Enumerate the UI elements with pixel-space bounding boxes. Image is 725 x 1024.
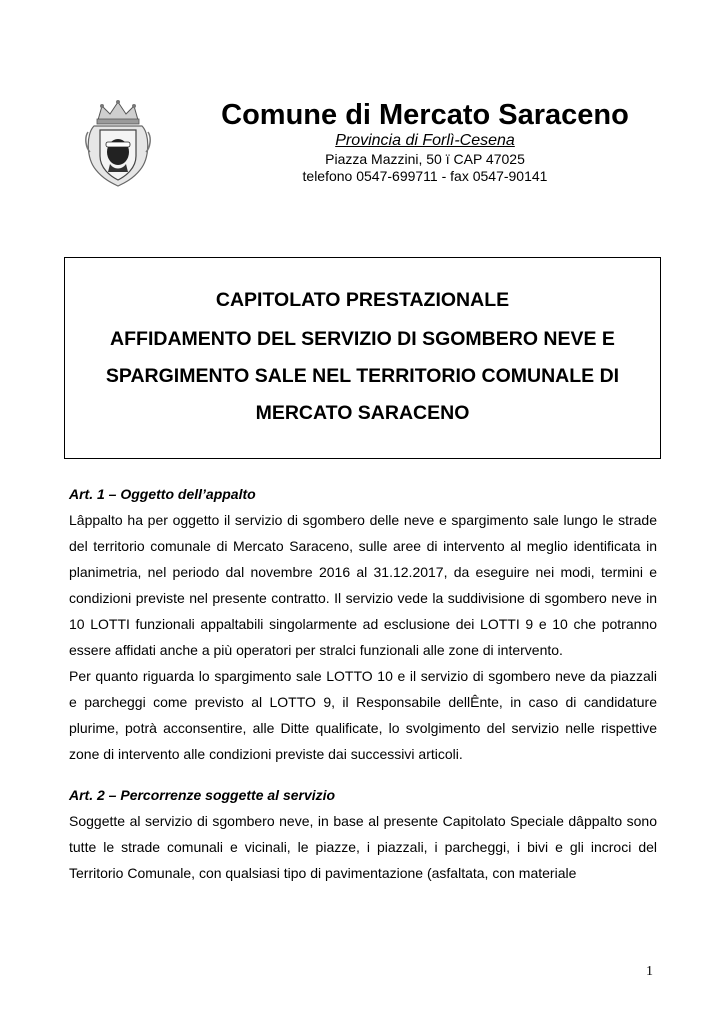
phone-line: telefono 0547-699711 - fax 0547-90141 — [302, 168, 548, 184]
municipality-title: Comune di Mercato Saraceno — [221, 99, 629, 131]
article-1-heading: Art. 1 – Oggetto dell’appalto — [69, 486, 256, 502]
title-line-3: SPARGIMENTO SALE NEL TERRITORIO COMUNALE DI — [105, 365, 620, 387]
title-line-1: CAPITOLATO PRESTAZIONALE — [215, 289, 510, 311]
title-line-2: AFFIDAMENTO DEL SERVIZIO DI SGOMBERO NEVE E — [110, 328, 615, 350]
document-title-box — [64, 257, 661, 459]
address-line: Piazza Mazzini, 50 ï CAP 47025 — [325, 151, 525, 167]
title-line-4: MERCATO SARACENO — [255, 402, 470, 424]
document-header — [0, 0, 725, 200]
province-name: Provincia di Forlì-Cesena — [335, 132, 515, 149]
article-2-paragraph-1: Soggette al servizio di sgombero neve, in base al presente Capitolato Speciale dâppalto sono tutte le strade comunali e vicinali, le piazze, i piazzali, i parcheggi, i bivi e gli incroci del Territorio Comunale, con qualsiasi tipo di pavimentazione (asfaltata, con materiale — [69, 813, 657, 881]
municipal-crest-icon — [84, 98, 152, 188]
article-1-paragraph-1: Lâppalto ha per oggetto il servizio di sgombero delle neve e spargimento sale lungo le strade del territorio comunale di Mercato Saraceno, sulle aree di intervento al meglio identificata in planimetria, nel periodo dal novembre 2016 al 31.12.2017, da eseguire nei modi, termini e condizioni previste nel presente contratto. Il servizio vede la suddivisione di sgombero neve in 10 LOTTI funzionali appaltabili singolarmente ad esclusione dei LOTTI 9 e 10 che potranno essere affidati anche a più operatori per stralci funzionali alle zone di intervento. — [69, 512, 657, 658]
document-body — [69, 481, 657, 886]
page-number: 1 — [646, 964, 653, 979]
article-1-paragraph-2: Per quanto riguarda lo spargimento sale LOTTO 10 e il servizio di sgombero neve da piazzali e parcheggi come previsto al LOTTO 9, il Responsabile dellÊnte, in caso di candidature plurime, potrà acconsentire, alle Ditte qualificate, lo svolgimento del servizio nelle rispettive zone di intervento alle condizioni previste dai successivi articoli. — [69, 668, 657, 762]
article-2-heading: Art. 2 – Percorrenze soggette al servizio — [69, 787, 336, 803]
